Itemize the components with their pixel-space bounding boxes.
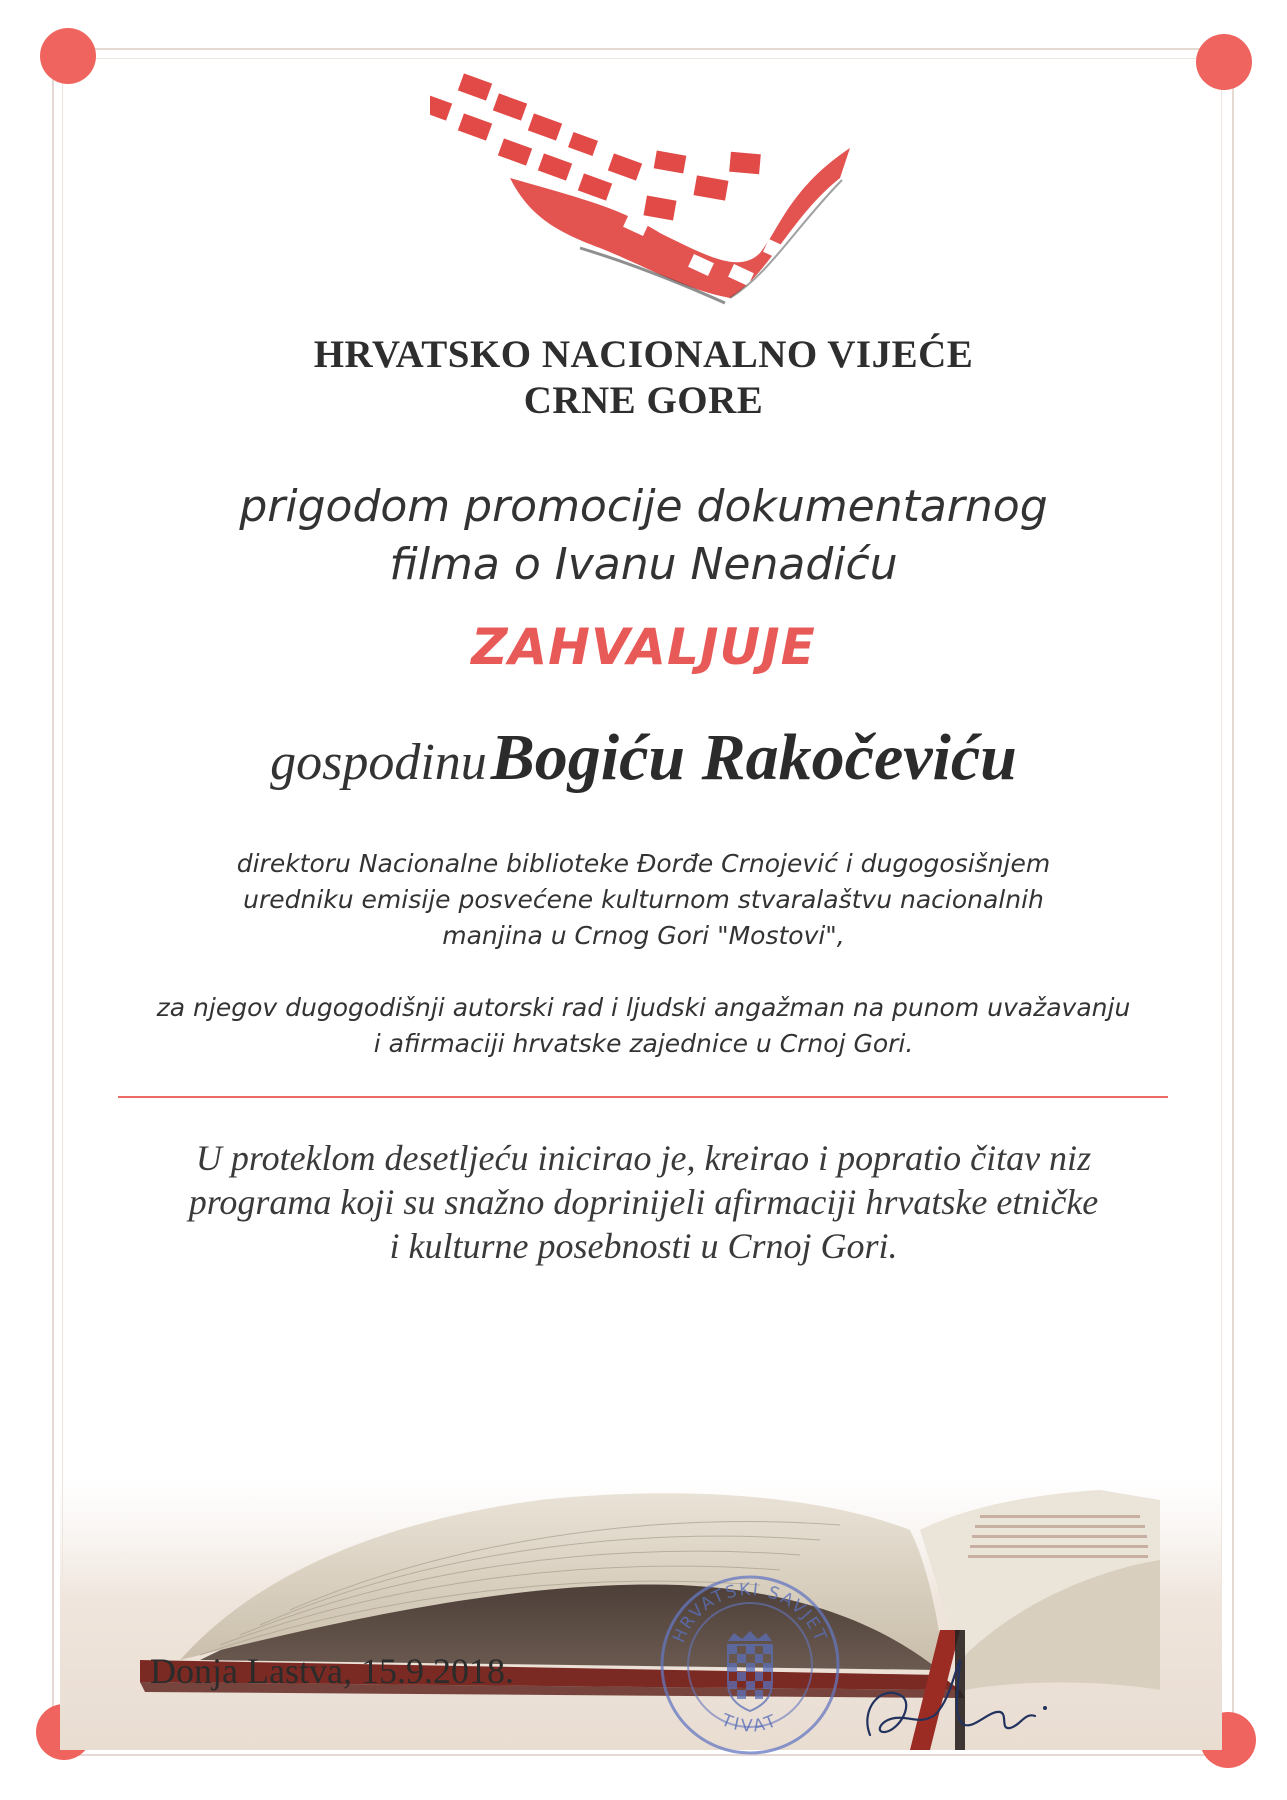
- stamp-bottom-text: TIVAT: [718, 1710, 782, 1737]
- intro-line-1: prigodom promocije dokumentarnog: [239, 481, 1048, 532]
- stamp-seal: [650, 1565, 850, 1765]
- quote-line-1: U proteklom desetljeću inicirao je, kreirao i popratio čitav niz: [195, 1138, 1092, 1178]
- description-line-4: za njegov dugogodišnji autorski rad i ljudski angažman na punom uvažavanju: [156, 993, 1131, 1022]
- organization-name-line-2: CRNE GORE: [523, 379, 764, 422]
- description-line-2: uredniku emisije posvećene kulturnom stvaralaštvu nacionalnih: [243, 885, 1044, 914]
- thanks-heading: ZAHVALJUJE: [471, 618, 816, 676]
- organization-name-line-1: HRVATSKO NACIONALNO VIJEĆE: [313, 333, 974, 376]
- description-line-3: manjina u Crnog Gori "Mostovi",: [442, 921, 845, 950]
- description-line-5: i afirmaciji hrvatske zajednice u Crnoj Gori.: [373, 1029, 914, 1058]
- quote-line-2: programa koji su snažno doprinijeli afirmaciji hrvatske etničke: [188, 1182, 1099, 1222]
- croatian-coat-of-arms-icon: [728, 1631, 772, 1711]
- quote-line-3: i kulturne posebnosti u Crnoj Gori.: [389, 1226, 898, 1266]
- stamp-top-text: HRVATSKI SAVJET: [669, 1579, 831, 1646]
- divider-line: [118, 1096, 1168, 1098]
- recipient: [0, 720, 1287, 796]
- corner-dot-top-right: [1196, 34, 1252, 90]
- recipient-prefix: gospodinu: [270, 734, 487, 791]
- place-and-date: Donja Lastva, 15.9.2018.: [150, 1651, 514, 1691]
- checkered-flag-logo: [430, 58, 870, 308]
- intro-line-2: filma o Ivanu Nenadiću: [389, 539, 898, 590]
- signature: [840, 1640, 1070, 1750]
- logo-checker-squares: [430, 73, 761, 220]
- recipient-name: Bogiću Rakočeviću: [490, 721, 1017, 794]
- description-line-1: direktoru Nacionalne biblioteke Đorđe Crnojević i dugogosišnjem: [236, 849, 1051, 878]
- corner-dot-top-left: [40, 28, 96, 84]
